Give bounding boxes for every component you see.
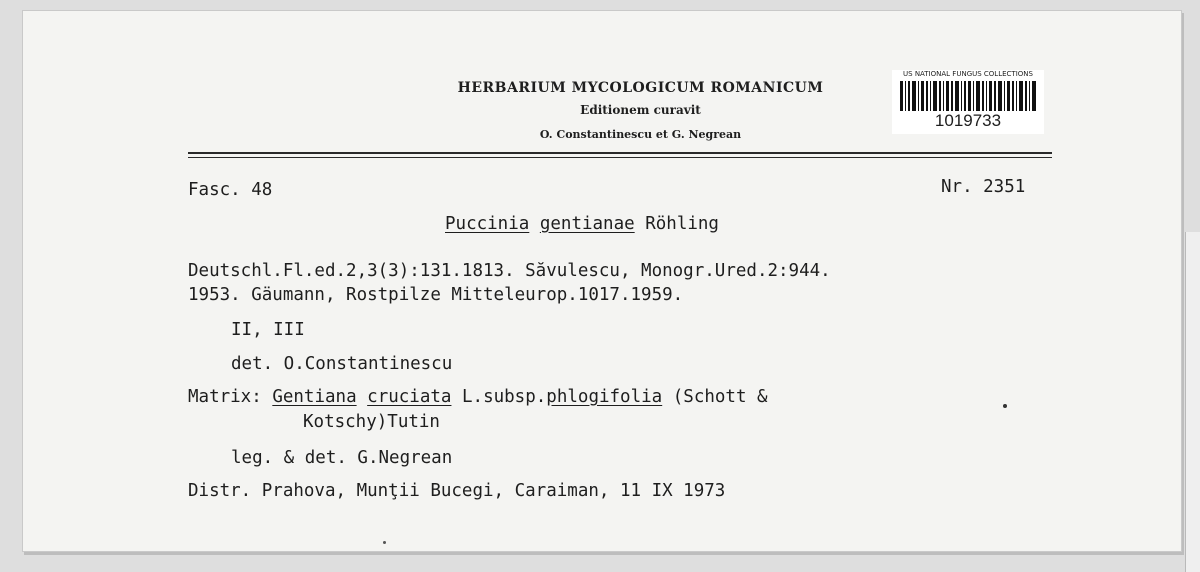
host-species: cruciata (367, 387, 452, 407)
host-subspecies: phlogifolia (546, 387, 663, 407)
exsiccata-number: Nr. 2351 (941, 177, 1026, 197)
host-genus: Gentiana (272, 387, 357, 407)
matrix-line-1 (188, 387, 768, 407)
herbarium-title: HERBARIUM MYCOLOGICUM ROMANICUM (457, 80, 824, 96)
collector: leg. & det. G.Negrean (231, 448, 453, 468)
herbarium-editors: O. Constantinescu et G. Negrean (539, 128, 742, 141)
species-genus: Puccinia (445, 214, 530, 234)
matrix-label: Matrix: (188, 387, 262, 407)
barcode-number: 1019733 (934, 111, 1002, 130)
header-rule-thick (188, 152, 1052, 154)
distribution: Distr. Prahova, Munţii Bucegi, Caraiman, 11 IX 1973 (188, 481, 726, 501)
barcode-icon (900, 81, 1036, 111)
species-epithet: gentianae (539, 214, 635, 234)
host-rank: L.subsp. (462, 387, 547, 407)
header-rule-thin (188, 157, 1052, 158)
paper-speck (383, 541, 386, 544)
spore-stages: II, III (231, 320, 305, 340)
reference-line-2: 1953. Gäumann, Rostpilze Mitteleurop.1017.1959. (188, 285, 684, 305)
fascicle-number: Fasc. 48 (188, 180, 273, 200)
underlying-sheet-edge (1185, 232, 1200, 572)
host-authority-1: (Schott & (672, 387, 768, 407)
host-authority-2: Kotschy)Tutin (303, 412, 440, 432)
reference-line-1: Deutschl.Fl.ed.2,3(3):131.1813. Săvulescu, Monogr.Ured.2:944. (188, 261, 831, 281)
species-name (445, 214, 719, 234)
determiner: det. O.Constantinescu (231, 354, 453, 374)
herbarium-subtitle: Editionem curavit (580, 103, 701, 117)
ink-dot (1003, 404, 1007, 408)
barcode-sticker (892, 70, 1044, 134)
barcode-collection-label: US NATIONAL FUNGUS COLLECTIONS (903, 70, 1033, 78)
species-author: Röhling (645, 214, 719, 234)
